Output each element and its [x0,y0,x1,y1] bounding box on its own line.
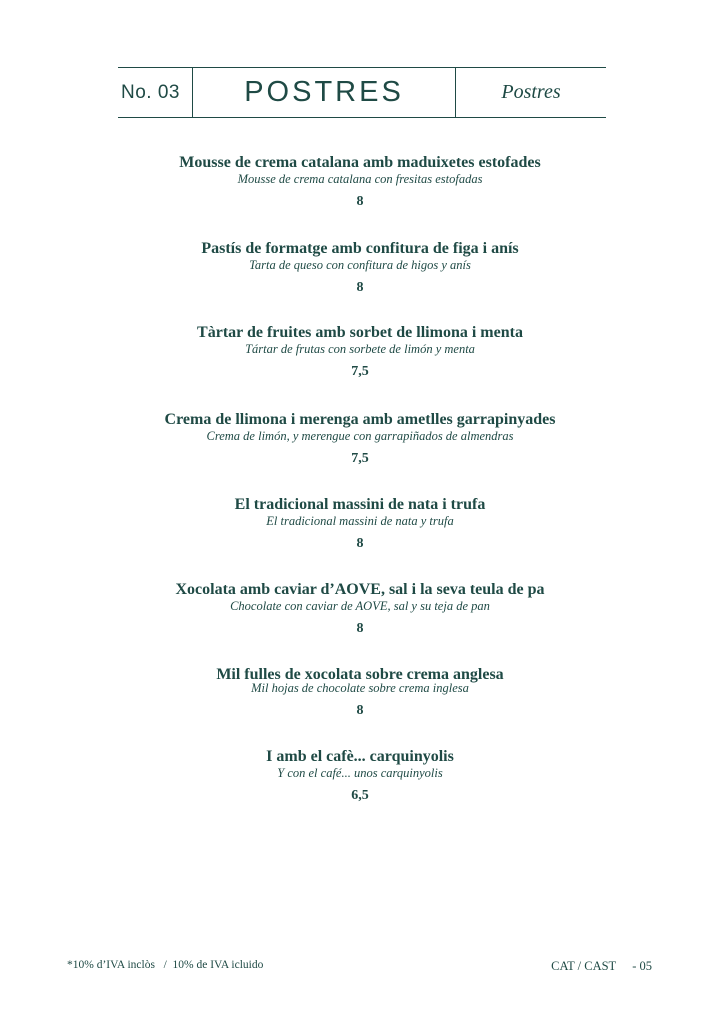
item-price: 7,5 [351,364,369,379]
item-name-cat: Pastís de formatge amb confitura de figa i anís [201,240,519,257]
item-name-cast: El tradicional massini de nata y trufa [266,514,454,528]
menu-item [60,239,660,296]
menu-item [60,665,660,719]
section-title-translation: Postres [501,81,561,103]
item-name-cast: Mousse de crema catalana con fresitas estofadas [237,172,483,186]
tax-note: *10% d’IVA inclòs / 10% de IVA icluido [67,959,264,971]
menu-item [60,495,660,552]
item-price: 8 [356,536,364,551]
section-title: POSTRES [193,68,456,117]
item-name-cat: I amb el cafè... carquinyolis [266,748,454,765]
item-name-cast: Chocolate con caviar de AOVE, sal y su teja de pan [230,599,490,613]
section-number: No. 03 [118,68,193,117]
menu-item [60,580,660,637]
item-price: 8 [356,280,364,295]
item-name-cat: Mil fulles de xocolata sobre crema anglesa [216,666,504,683]
item-name-cast: Y con el café... unos carquinyolis [277,766,443,780]
item-price: 8 [356,703,364,718]
item-name-cat: Crema de llimona i merenga amb ametlles garrapinyades [164,411,556,428]
item-price: 7,5 [351,451,369,466]
item-name-cast: Mil hojas de chocolate sobre crema inglesa [251,681,469,695]
footer-right [551,959,652,974]
item-price: 6,5 [351,788,369,803]
item-name-cat: Xocolata amb caviar d’AOVE, sal i la seva teula de pa [175,581,545,598]
language-indicator: CAT / CAST [551,959,617,973]
item-name-cat: El tradicional massini de nata i trufa [234,496,486,513]
item-name-cast: Tarta de queso con confitura de higos y anís [249,258,471,272]
page-header [118,67,606,118]
item-name-cast: Crema de limón, y merengue con garrapiñados de almendras [206,429,514,443]
item-price: 8 [356,194,364,209]
menu-item [60,410,660,467]
menu-item [60,323,660,380]
menu-item [60,747,660,804]
item-name-cat: Tàrtar de fruites amb sorbet de llimona i menta [197,324,523,341]
item-name-cat: Mousse de crema catalana amb maduixetes estofades [179,154,541,171]
item-name-cast: Tártar de frutas con sorbete de limón y menta [245,342,475,356]
menu-item [60,153,660,210]
page-number: - 05 [632,959,652,973]
item-price: 8 [356,621,364,636]
